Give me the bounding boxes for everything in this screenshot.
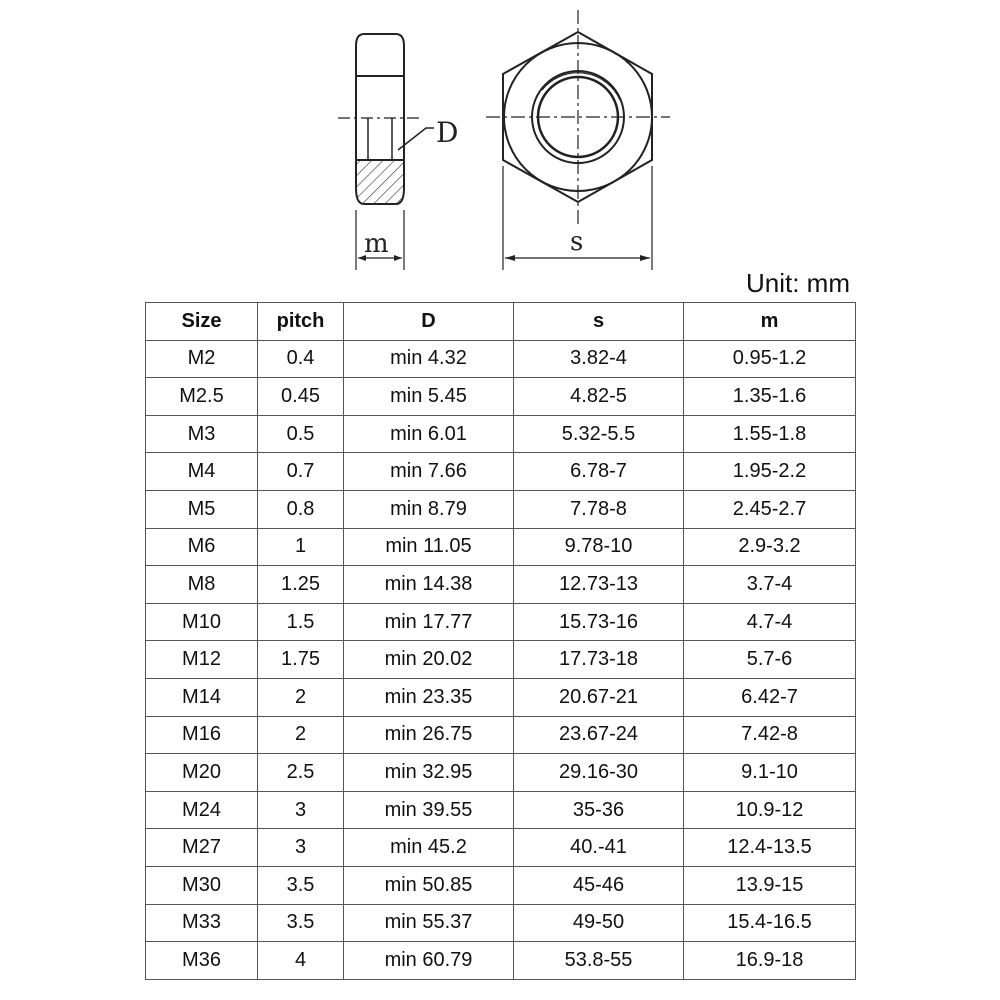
cell-s: 4.82-5 xyxy=(514,378,684,416)
table-header-row xyxy=(146,303,856,341)
cell-m: 10.9-12 xyxy=(684,791,856,829)
hex-nut-spec-table xyxy=(145,302,856,980)
cell-pitch: 0.8 xyxy=(258,490,344,528)
table-row xyxy=(146,378,856,416)
cell-s: 6.78-7 xyxy=(514,453,684,491)
cell-s: 45-46 xyxy=(514,866,684,904)
cell-d: min 4.32 xyxy=(344,340,514,378)
cell-d: min 6.01 xyxy=(344,415,514,453)
header-d: D xyxy=(344,303,514,341)
cell-pitch: 0.7 xyxy=(258,453,344,491)
cell-pitch: 0.5 xyxy=(258,415,344,453)
table-row xyxy=(146,754,856,792)
cell-d: min 60.79 xyxy=(344,942,514,980)
table-row xyxy=(146,453,856,491)
table-row xyxy=(146,490,856,528)
table-row xyxy=(146,528,856,566)
cell-d: min 20.02 xyxy=(344,641,514,679)
cell-m: 6.42-7 xyxy=(684,678,856,716)
cell-pitch: 1.5 xyxy=(258,603,344,641)
cell-size: M2.5 xyxy=(146,378,258,416)
cell-s: 3.82-4 xyxy=(514,340,684,378)
table-row xyxy=(146,791,856,829)
cell-pitch: 0.4 xyxy=(258,340,344,378)
cell-pitch: 2.5 xyxy=(258,754,344,792)
cell-size: M20 xyxy=(146,754,258,792)
cell-size: M16 xyxy=(146,716,258,754)
label-s: s xyxy=(570,227,584,257)
cell-pitch: 4 xyxy=(258,942,344,980)
cell-s: 9.78-10 xyxy=(514,528,684,566)
cell-size: M2 xyxy=(146,340,258,378)
table-row xyxy=(146,942,856,980)
cell-d: min 45.2 xyxy=(344,829,514,867)
cell-pitch: 3 xyxy=(258,791,344,829)
cell-d: min 50.85 xyxy=(344,866,514,904)
cell-pitch: 3 xyxy=(258,829,344,867)
cell-m: 0.95-1.2 xyxy=(684,340,856,378)
cell-s: 7.78-8 xyxy=(514,490,684,528)
header-size: Size xyxy=(146,303,258,341)
header-pitch: pitch xyxy=(258,303,344,341)
cell-m: 9.1-10 xyxy=(684,754,856,792)
cell-m: 4.7-4 xyxy=(684,603,856,641)
table-row xyxy=(146,603,856,641)
cell-s: 15.73-16 xyxy=(514,603,684,641)
cell-s: 35-36 xyxy=(514,791,684,829)
cell-size: M4 xyxy=(146,453,258,491)
cell-m: 12.4-13.5 xyxy=(684,829,856,867)
cell-m: 2.9-3.2 xyxy=(684,528,856,566)
cell-m: 13.9-15 xyxy=(684,866,856,904)
cell-s: 23.67-24 xyxy=(514,716,684,754)
table-row xyxy=(146,866,856,904)
unit-label: Unit: mm xyxy=(746,268,850,298)
header-s: s xyxy=(514,303,684,341)
header-m: m xyxy=(684,303,856,341)
cell-pitch: 2 xyxy=(258,716,344,754)
cell-d: min 11.05 xyxy=(344,528,514,566)
cell-m: 7.42-8 xyxy=(684,716,856,754)
cell-m: 5.7-6 xyxy=(684,641,856,679)
cell-size: M27 xyxy=(146,829,258,867)
cell-s: 12.73-13 xyxy=(514,566,684,604)
cell-size: M8 xyxy=(146,566,258,604)
cell-pitch: 3.5 xyxy=(258,904,344,942)
cell-size: M10 xyxy=(146,603,258,641)
cell-pitch: 0.45 xyxy=(258,378,344,416)
table-row xyxy=(146,716,856,754)
cell-s: 17.73-18 xyxy=(514,641,684,679)
cell-s: 20.67-21 xyxy=(514,678,684,716)
cell-pitch: 1.75 xyxy=(258,641,344,679)
cell-size: M6 xyxy=(146,528,258,566)
cell-d: min 17.77 xyxy=(344,603,514,641)
label-m: m xyxy=(364,229,389,259)
table-row xyxy=(146,829,856,867)
cell-s: 5.32-5.5 xyxy=(514,415,684,453)
cell-d: min 14.38 xyxy=(344,566,514,604)
table-row xyxy=(146,340,856,378)
table-row xyxy=(146,415,856,453)
cell-m: 1.55-1.8 xyxy=(684,415,856,453)
cell-pitch: 1.25 xyxy=(258,566,344,604)
cell-size: M24 xyxy=(146,791,258,829)
table-body xyxy=(146,340,856,979)
cell-pitch: 3.5 xyxy=(258,866,344,904)
cell-size: M5 xyxy=(146,490,258,528)
cell-m: 3.7-4 xyxy=(684,566,856,604)
cell-m: 1.95-2.2 xyxy=(684,453,856,491)
cell-size: M14 xyxy=(146,678,258,716)
cell-d: min 7.66 xyxy=(344,453,514,491)
cell-pitch: 2 xyxy=(258,678,344,716)
cell-s: 29.16-30 xyxy=(514,754,684,792)
cell-size: M30 xyxy=(146,866,258,904)
cell-d: min 55.37 xyxy=(344,904,514,942)
cell-d: min 26.75 xyxy=(344,716,514,754)
table-row xyxy=(146,641,856,679)
cell-s: 40.-41 xyxy=(514,829,684,867)
cell-d: min 39.55 xyxy=(344,791,514,829)
cell-s: 53.8-55 xyxy=(514,942,684,980)
cell-m: 1.35-1.6 xyxy=(684,378,856,416)
table-row xyxy=(146,566,856,604)
cell-pitch: 1 xyxy=(258,528,344,566)
cell-d: min 32.95 xyxy=(344,754,514,792)
label-D: D xyxy=(436,116,459,149)
cell-d: min 8.79 xyxy=(344,490,514,528)
cell-size: M33 xyxy=(146,904,258,942)
cell-m: 16.9-18 xyxy=(684,942,856,980)
cell-m: 15.4-16.5 xyxy=(684,904,856,942)
cell-m: 2.45-2.7 xyxy=(684,490,856,528)
cell-d: min 5.45 xyxy=(344,378,514,416)
cell-size: M12 xyxy=(146,641,258,679)
table-row xyxy=(146,904,856,942)
cell-size: M36 xyxy=(146,942,258,980)
cell-d: min 23.35 xyxy=(344,678,514,716)
cell-s: 49-50 xyxy=(514,904,684,942)
cell-size: M3 xyxy=(146,415,258,453)
hex-nut-technical-drawing xyxy=(0,0,1000,280)
table-row xyxy=(146,678,856,716)
